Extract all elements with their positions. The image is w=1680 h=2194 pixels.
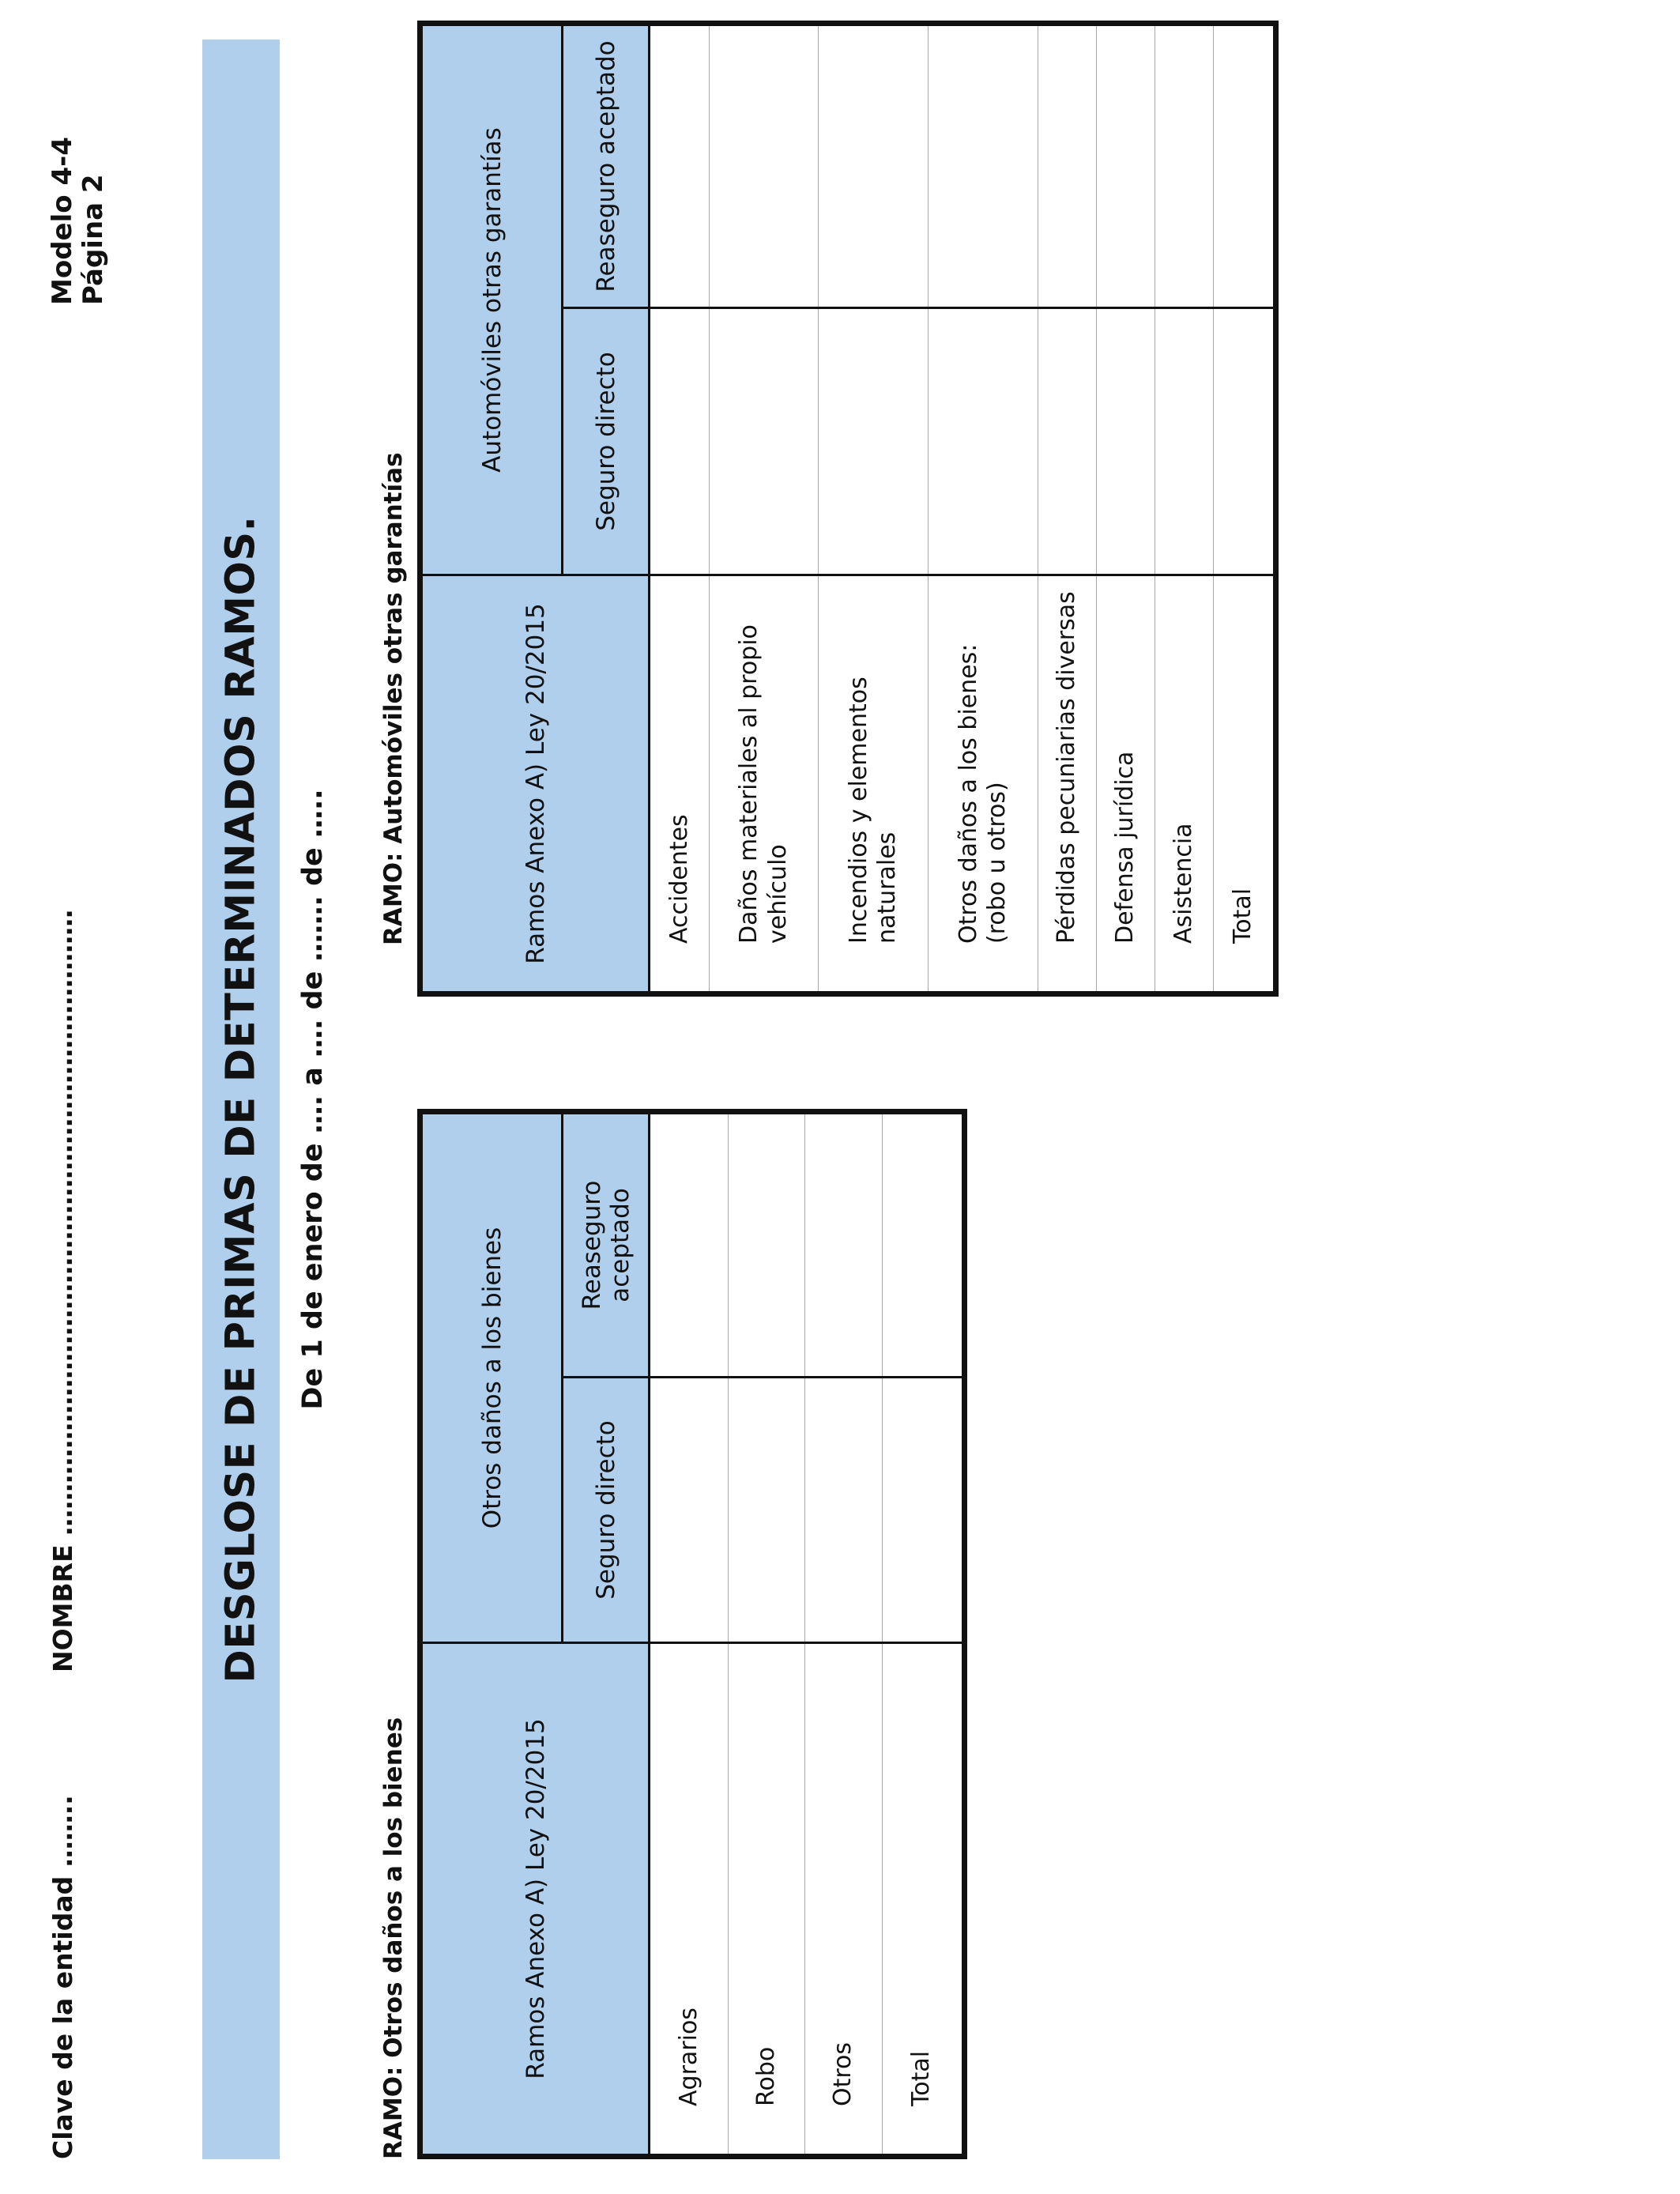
table-row	[882, 1112, 964, 2157]
period-subtitle: De 1 de enero de …. a …. de ……. de …..	[297, 789, 329, 1410]
title-banner	[202, 40, 280, 2159]
row-label	[929, 575, 1038, 994]
seguro-directo-cell[interactable]	[728, 1378, 804, 1643]
reaseguro-aceptado-cell[interactable]	[819, 23, 929, 307]
seguro-directo-cell[interactable]	[650, 1378, 729, 1643]
document-title: DESGLOSE DE PRIMAS DE DETERMINADOS RAMOS.	[217, 515, 265, 1683]
group-header-row	[420, 1112, 563, 2157]
seguro-directo-cell[interactable]	[1097, 308, 1155, 575]
table-automoviles	[417, 21, 1279, 997]
col-header-reaseguro-aceptado: Reaseguro aceptado	[563, 23, 650, 307]
col-header-ramos: Ramos Anexo A) Ley 20/2015	[420, 1643, 650, 2157]
clave-entidad-label: Clave de la entidad ……..	[47, 1795, 78, 2159]
seguro-directo-cell[interactable]	[805, 1378, 882, 1643]
table-row	[805, 1112, 882, 2157]
row-label-line: Otros daños a los bienes:	[954, 643, 982, 944]
seguro-directo-cell[interactable]	[1155, 308, 1213, 575]
col-header-seguro-directo: Seguro directo	[563, 1378, 650, 1643]
table-row	[650, 1112, 729, 2157]
seguro-directo-cell[interactable]	[1038, 308, 1097, 575]
reaseguro-aceptado-cell[interactable]	[929, 23, 1038, 307]
group-header: Otros daños a los bienes	[420, 1112, 563, 1643]
modelo-label: Modelo 4-4	[47, 137, 78, 305]
table-otros-danos	[417, 1109, 967, 2159]
row-label-line: Pérdidas pecuniarias diversas	[1053, 591, 1081, 944]
seguro-directo-cell[interactable]	[929, 308, 1038, 575]
row-label-line: vehículo	[763, 844, 792, 944]
table-row	[1155, 23, 1213, 993]
row-label: Otros	[805, 1643, 882, 2157]
row-label-line: naturales	[873, 831, 902, 944]
row-label-line: Asistencia	[1170, 823, 1198, 944]
table-row	[709, 23, 819, 993]
row-label	[819, 575, 929, 994]
modelo-block	[47, 137, 109, 305]
nombre-label: NOMBRE ………………………………………………………………	[47, 909, 78, 1672]
row-label-line: Daños materiales al propio	[734, 624, 763, 944]
col-header-seguro-directo: Seguro directo	[563, 308, 650, 575]
row-label	[1155, 575, 1213, 994]
seguro-directo-cell[interactable]	[882, 1378, 964, 1643]
reaseguro-aceptado-cell[interactable]	[882, 1112, 964, 1378]
row-label-line: Accidentes	[665, 814, 693, 944]
seguro-directo-cell[interactable]	[1213, 308, 1275, 575]
row-label-line: Incendios y elementos	[844, 677, 872, 944]
group-header: Automóviles otras garantías	[420, 23, 563, 575]
table-row	[728, 1112, 804, 2157]
row-label	[650, 575, 710, 994]
row-label-line: Total	[1229, 888, 1257, 944]
ramo-label-automoviles: RAMO: Automóviles otras garantías	[379, 452, 408, 945]
table-row	[650, 23, 710, 993]
reaseguro-aceptado-cell[interactable]	[709, 23, 819, 307]
reaseguro-aceptado-cell[interactable]	[650, 1112, 729, 1378]
row-label	[1097, 575, 1155, 994]
table-row	[929, 23, 1038, 993]
table-row	[819, 23, 929, 993]
group-header-row	[420, 23, 563, 993]
reaseguro-aceptado-cell[interactable]	[805, 1112, 882, 1378]
table-row	[1213, 23, 1275, 993]
col-header-ramos: Ramos Anexo A) Ley 20/2015	[420, 575, 650, 994]
reaseguro-aceptado-cell[interactable]	[650, 23, 710, 307]
reaseguro-aceptado-cell[interactable]	[1155, 23, 1213, 307]
seguro-directo-cell[interactable]	[650, 308, 710, 575]
table-row	[1097, 23, 1155, 993]
seguro-directo-cell[interactable]	[709, 308, 819, 575]
reaseguro-aceptado-cell[interactable]	[1097, 23, 1155, 307]
col-header-reaseguro-aceptado: Reaseguro aceptado	[563, 1112, 650, 1378]
row-label-line: Defensa jurídica	[1111, 751, 1139, 944]
row-label	[1038, 575, 1097, 994]
row-label: Total	[882, 1643, 964, 2157]
row-label	[1213, 575, 1275, 994]
table-row	[1038, 23, 1097, 993]
seguro-directo-cell[interactable]	[819, 308, 929, 575]
row-label-line: (robo u otros)	[983, 782, 1011, 944]
reaseguro-aceptado-cell[interactable]	[1213, 23, 1275, 307]
pagina-label: Página 2	[77, 174, 110, 305]
ramo-label-otros-danos: RAMO: Otros daños a los bienes	[379, 1717, 408, 2159]
row-label	[709, 575, 819, 994]
row-label: Robo	[728, 1643, 804, 2157]
row-label: Agrarios	[650, 1643, 729, 2157]
reaseguro-aceptado-cell[interactable]	[1038, 23, 1097, 307]
reaseguro-aceptado-cell[interactable]	[728, 1112, 804, 1378]
